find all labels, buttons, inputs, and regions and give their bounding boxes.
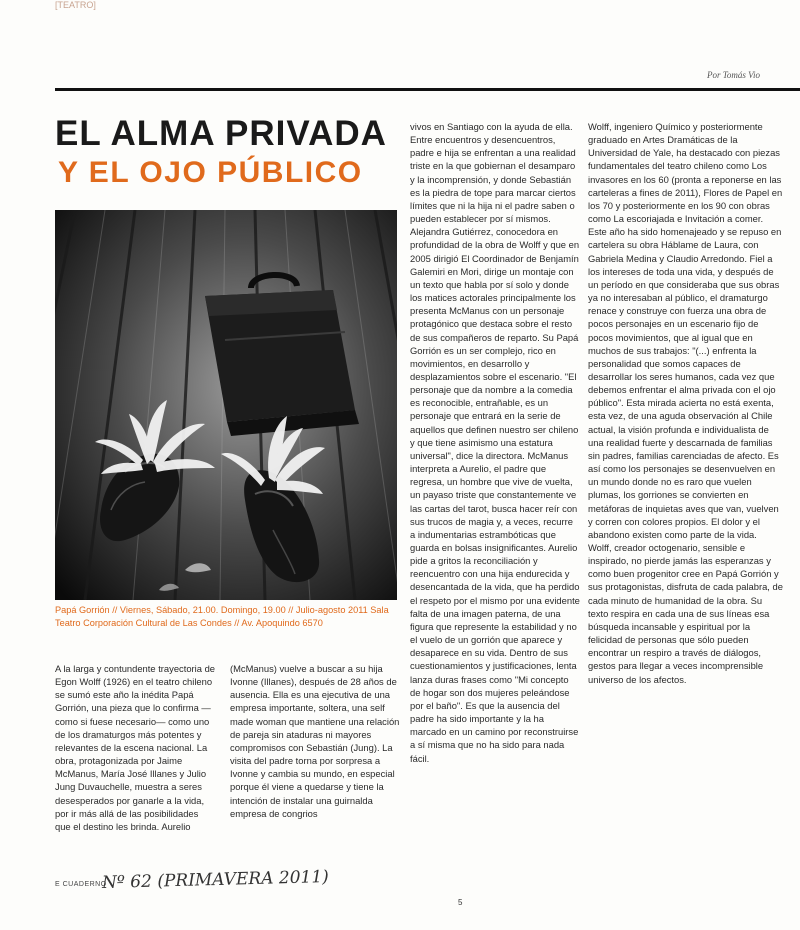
body-column-3 [410, 120, 580, 765]
handwritten-note: Nº 62 (PRIMAVERA 2011) [101, 867, 330, 893]
title-line-2: Y EL OJO PÚBLICO [58, 156, 363, 189]
body-paragraph: (McManus) vuelve a buscar a su hija Ivonne (Illanes), después de 28 años de ausencia. Ella es una ejecutiva de una empresa importante, soltera, una self made woman que mantiene una relación de pareja sin ataduras ni mayores compromisos con Sebastián (Jung). La visita del padre torna por sorpresa a Ivonne y cambia su mundo, en especial porque él viene a quedarse y tiene la intención de instalar una guirnalda empresa de congrios [230, 663, 400, 819]
body-column-1 [55, 662, 215, 833]
footer-label: E CUADERNO [55, 881, 107, 888]
body-paragraph: A la larga y contundente trayectoria de Egon Wolff (1926) en el teatro chileno se sumó este año la inédita Papá Gorrión, una pieza que lo confirma —como si fuese necesario— como uno de los dramaturgos más potentes y relevantes de la escena nacional. La obra, protagonizada por Jaime McManus, María José Illanes y Julio Jung Duvauchelle, muestra a seres desesperados por ganarle a la vida, por ir más allá de las posibilidades que el destino les brinda. Aurelio [55, 663, 215, 832]
photo-caption: Papá Gorrión // Viernes, Sábado, 21.00. Domingo, 19.00 // Julio-agosto 2011 Sala Teatro Corporación Cultural de Las Condes // Av. Apoquindo 6570 [55, 605, 389, 628]
page-number: 5 [458, 898, 463, 907]
header-rule [55, 88, 800, 91]
shoes-with-feathers-and-suitcase-photo [55, 210, 397, 600]
body-column-2 [230, 662, 400, 820]
section-tag: [TEATRO] [55, 0, 96, 10]
body-paragraph: vivos en Santiago con la ayuda de ella. Entre encuentros y desencuentros, padre e hija se enfrentan a una realidad triste en la que gobiernan el desamparo y la incomprensión, y donde Sebastián es la piedra de tope para marcar ciertos límites que ni la hija ni el padre saben o pueden establecer por sí mismos. Alejandra Gutiérrez, conocedora en profundidad de la obra de Wolff y que en 2005 dirigió El Coordinador de Benjamín Galemiri en Mori, dirige un montaje con un texto que habla por sí solo y donde los matices actorales principalmente los presenta McManus con un personaje protagónico que destaca sobre el resto de sus compañeros de reparto. Su Papá Gorrión es un ser complejo, rico en movimientos, en desarrollo y desplazamientos sobre el escenario. "El personaje que da nombre a la comedia es reconocible, entrañable, es un personaje que entrará en la serie de aquellos que definen nuestro ser chileno y que tiene asimismo una estatura universal", dice la directora. McManus interpreta a Aurelio, el padre que regresa, un hombre que vive de vuelta, un payaso triste que constantemente ve las cartas del tarot, busca hacer reír con sus trucos de magia y, a veces, recurre a indumentarias estrambóticas que guarda en bolsas insignificantes. Aurelio pide a gritos la reconciliación y reencuentro con una hija endurecida y desencantada de la vida, que ha perdido el respeto por el mismo por una evidente falta de una imagen paterna, de una figura que represente la estabilidad y no el vuelo de un gorrión que aparece y desaparece en su vida. Dentro de sus cuestionamientos y justificaciones, lenta lanza duras frases como "Mi concepto de hogar son dos mujeres peleándose por el baño". Es que la ausencia del padre ha sido importante y la ha marcado en un camino por reconstruirse a sí misma que no ha sido para nada fácil. [410, 121, 580, 764]
byline: Por Tomás Vio [706, 70, 760, 80]
body-paragraph: Wolff, ingeniero Químico y posteriormente graduado en Artes Dramáticas de la Universidad de Yale, ha destacado con piezas fundamentales del teatro chileno como Los invasores en los 60 (pronta a reponerse en las carteleras a fines de 2011), Flores de Papel en los 70 y posteriormente en los 90 con obras como La escoriajada e Invitación a comer. Este año ha sido homenajeado y se repuso en cartelera su obra Háblame de Laura, con Gabriela Medina y Claudio Arredondo. Fiel a los intereses de toda una vida, y después de un período en que consideraba que sus obras ya no interesaban al público, el dramaturgo renace y construye con fuerza una obra de pocos personajes en un escenario fijo de pocos movimientos, que al igual que en muchos de sus trabajos: "(...) enfrenta la personalidad que somos capaces de desarrollar los seres humanos, cada vez que debemos enfrentar el alma privada con el ojo público". Esta mirada acierta no está exenta, esta vez, de una aguda observación al Chile actual, la visión profunda e individualista de una realidad fuerte y descarnada de familias sin padres, familias carenciadas de afecto. Es así como los personajes se desenvuelven en un mundo donde no es raro que vuelen plumas, los gorriones se convierten en metáforas de inquietas aves que van, vuelven y corren con colores propios. El dolor y el abandono existen como parte de la vida. Wolff, creador octogenario, sensible e inspirado, no pierde jamás las esperanzas y como buen progenitor cree en Papá Gorrión y sus protagonistas, disfruta de cada palabra, de cada minuto de humanidad de la obra. Su texto respira en cada una de sus líneas esa búsqueda incansable y espiritual por la felicidad de personas que sólo pueden encontrar un respiro a través de diálogos, gestos para llegar a veces incomprensible universo de los afectos. [588, 121, 783, 685]
body-column-4 [588, 120, 783, 686]
title-line-1: EL ALMA PRIVADA [55, 114, 387, 153]
